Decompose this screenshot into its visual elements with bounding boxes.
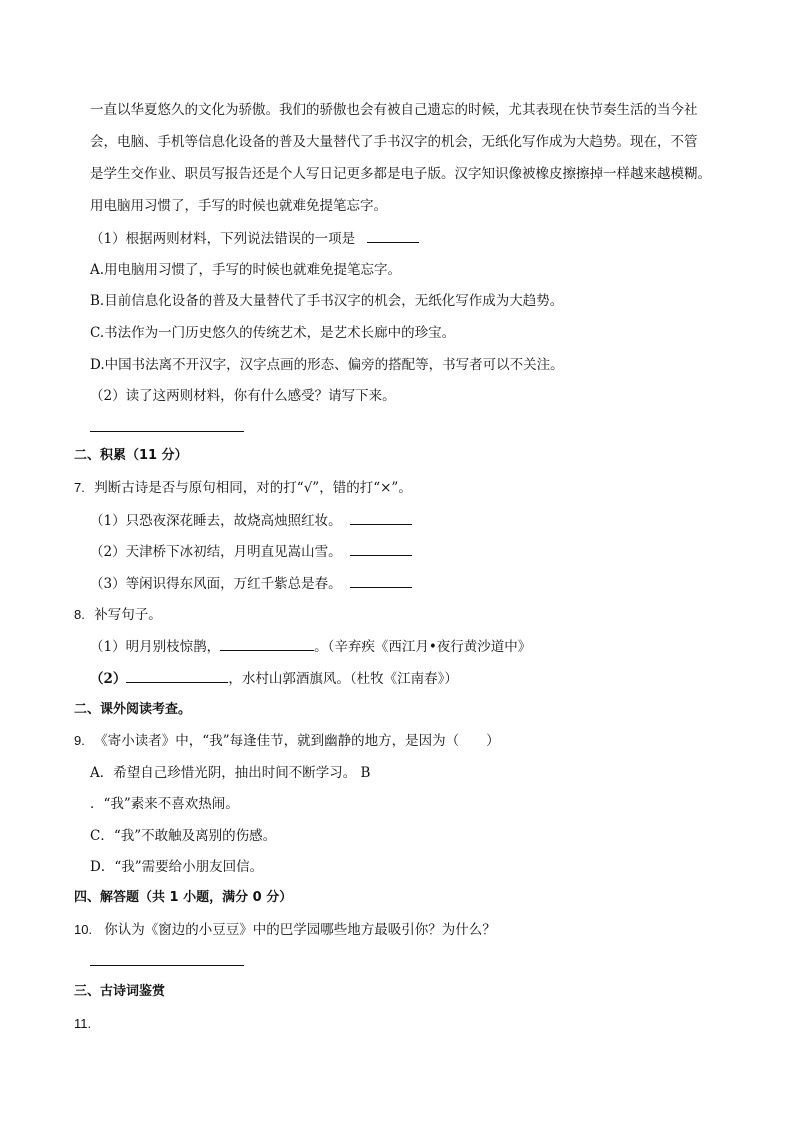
q9-stem (74, 731, 500, 751)
q7-item-1-blank[interactable] (350, 510, 412, 525)
q9-option-b: ．“我”素来不喜欢热闹。 (90, 796, 239, 812)
q8-item-2-blank[interactable] (126, 668, 228, 683)
q6-sub1-answer-blank[interactable] (367, 228, 419, 243)
section-2-heading: 二、积累（11 分） (74, 448, 188, 463)
q7-item-1 (90, 510, 412, 531)
q9-option-d: D．“我”需要给小朋友回信。 (90, 859, 264, 875)
q7-item-3 (90, 573, 412, 594)
q8-number: 8. (74, 607, 85, 622)
q10-stem (74, 920, 496, 940)
q7-item-2 (90, 541, 412, 562)
q8-item-1-prefix: （1）明月别枝惊鹊， (90, 639, 221, 655)
q6-option-c: C.书法作为一门历史悠久的传统艺术，是艺术长廊中的珍宝。 (90, 325, 456, 341)
q11-number: 11. (74, 1016, 92, 1031)
q7-item-3-blank[interactable] (350, 573, 412, 588)
q8-text: 补写句子。 (94, 607, 162, 623)
section-4-heading: 四、解答题（共 1 小题，满分 0 分） (74, 890, 293, 905)
q6-sub1 (90, 228, 419, 249)
q6-answer-line[interactable] (90, 431, 244, 432)
q7-stem (74, 478, 412, 498)
q8-item-2 (90, 668, 458, 689)
q11-stem (74, 1014, 91, 1034)
q9-option-a: A．希望自己珍惜光阴，抽出时间不断学习。 B (90, 765, 371, 781)
passage-line-1: 一直以华夏悠久的文化为骄傲。我们的骄傲也会有被自己遗忘的时候，尤其表现在快节奏生活的当今社 (90, 102, 698, 118)
passage-line-3: 是学生交作业、职员写报告还是个人写日记更多都是电子版。汉字知识像被橡皮擦擦掉一样越来越模糊。 (90, 166, 711, 182)
q10-number: 10. (74, 922, 93, 937)
passage-line-4: 用电脑用习惯了，手写的时候也就难免提笔忘字。 (90, 198, 387, 214)
q8-item-2-prefix: （2） (90, 671, 127, 687)
q7-item-3-text: （3）等闲识得东风面，万红千紫总是春。 (90, 576, 342, 592)
q6-sub1-text: （1）根据两则材料，下列说法错误的一项是 (90, 231, 356, 247)
q8-stem (74, 605, 162, 625)
q7-number: 7. (74, 480, 85, 495)
q6-sub2: （2）读了这两则材料，你有什么感受？请写下来。 (90, 388, 396, 404)
q7-text: 判断古诗是否与原句相同，对的打“√”，错的打“×”。 (94, 480, 412, 496)
q9-option-c: C．“我”不敢触及离别的伤感。 (90, 828, 277, 844)
section-3-heading: 二、课外阅读考查。 (74, 702, 192, 717)
q8-item-1-suffix: 。（辛弃疾《西江月•夜行黄沙道中》 (314, 639, 532, 655)
q8-item-2-suffix: ，水村山郭酒旗风。（杜牧《江南春》） (228, 671, 458, 687)
q9-text: 《寄小读者》中，“我”每逢佳节，就到幽静的地方，是因为（ ） (94, 733, 500, 749)
q10-answer-line[interactable] (90, 965, 244, 966)
q6-option-d: D.中国书法离不开汉字，汉字点画的形态、偏旁的搭配等，书写者可以不关注。 (90, 357, 564, 373)
q10-text: 你认为《窗边的小豆豆》中的巴学园哪些地方最吸引你？为什么？ (104, 922, 496, 938)
q9-number: 9. (74, 733, 85, 748)
section-5-heading: 三、古诗词鉴赏 (74, 984, 166, 999)
q7-item-2-text: （2）天津桥下冰初结，月明直见嵩山雪。 (90, 544, 342, 560)
q6-option-b: B.目前信息化设备的普及大量替代了手书汉字的机会，无纸化写作成为大趋势。 (90, 293, 564, 309)
q7-item-2-blank[interactable] (350, 541, 412, 556)
q7-item-1-text: （1）只恐夜深花睡去，故烧高烛照红妆。 (90, 513, 342, 529)
q6-option-a: A.用电脑用习惯了，手写的时候也就难免提笔忘字。 (90, 262, 402, 278)
passage-line-2: 会，电脑、手机等信息化设备的普及大量替代了手书汉字的机会，无纸化写作成为大趋势。现在，不管 (90, 134, 698, 150)
q8-item-1 (90, 636, 531, 657)
q8-item-1-blank[interactable] (220, 636, 314, 651)
